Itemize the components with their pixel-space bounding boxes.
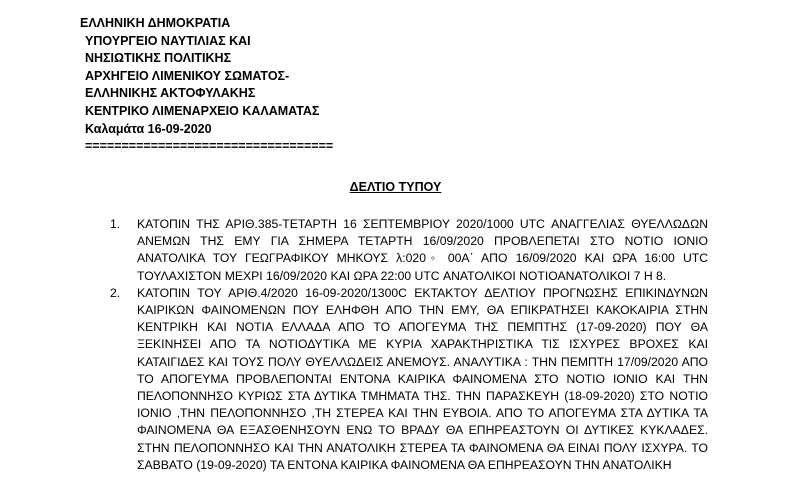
press-release-list — [110, 216, 708, 474]
header-line-ministry-cont: ΝΗΣΙΩΤΙΚΗΣ ΠΟΛΙΤΙΚΗΣ — [85, 51, 232, 66]
list-item — [110, 285, 708, 474]
header-line-country: ΕΛΛΗΝΙΚΗ ΔΗΜΟΚΡΑΤΙΑ — [80, 16, 231, 30]
header-line-ministry: ΥΠΟΥΡΓΕΙΟ ΝΑΥΤΙΛΙΑΣ ΚΑΙ — [85, 33, 251, 48]
document-header — [80, 15, 333, 156]
list-item — [110, 216, 708, 285]
list-item-number: 1. — [110, 217, 121, 231]
document-title: ΔΕΛΤΙΟ ΤΥΠΟΥ — [349, 180, 442, 194]
header-line-coast-guard: ΑΡΧΗΓΕΙΟ ΛΙΜΕΝΙΚΟΥ ΣΩΜΑΤΟΣ- — [85, 68, 290, 83]
header-separator: ================================== — [85, 139, 334, 154]
header-line-port-authority: ΚΕΝΤΡΙΚΟ ΛΙΜΕΝΑΡΧΕΙΟ ΚΑΛΑΜΑΤΑΣ — [85, 103, 320, 118]
header-line-coast-guard-cont: ΕΛΛΗΝΙΚΗΣ ΑΚΤΟΦΥΛΑΚΗΣ — [85, 86, 256, 101]
list-item-text: ΚΑΤΟΠΙΝ ΤΗΣ ΑΡΙΘ.385-ΤΕΤΑΡΤΗ 16 ΣΕΠΤΕΜΒΡΙΟΥ 2020/1000 UTC ΑΝΑΓΓΕΛΙΑΣ ΘΥΕΛΛΩΔΩΝ ΑΝΕΜΩΝ ΤΗΣ ΕΜΥ ΓΙΑ ΣΗΜΕΡΑ ΤΕΤΑΡΤΗ 16/09/2020 ΠΡΟΒΛΕΠΕΤΑΙ ΣΤΟ ΝΟΤΙΟ ΙΟΝΙΟ ΑΝΑΤΟΛΙΚΑ ΤΟΥ ΓΕΩΓΡΑΦΙΚΟΥ ΜΗΚΟΥΣ λ:020◦ 00Α΄ ΑΠΟ 16/09/2020 ΚΑΙ ΩΡΑ 16:00 UTC ΤΟΥΛΑΧΙΣΤΟΝ ΜΕΧΡΙ 16/09/2020 ΚΑΙ ΩΡΑ 22:00 UTC ΑΝΑΤΟΛΙΚΟΙ ΝΟΤΙΟΑΝΑΤΟΛΙΚΟΙ 7 Η 8. — [137, 217, 708, 283]
list-item-text: ΚΑΤΟΠΙΝ ΤΟΥ ΑΡΙΘ.4/2020 16-09-2020/1300C ΕΚΤΑΚΤΟΥ ΔΕΛΤΙΟΥ ΠΡΟΓΝΩΣΗΣ ΕΠΙΚΙΝΔΥΝΩΝ ΚΑΙΡΙΚΩΝ ΦΑΙΝΟΜΕΝΩΝ ΠΟΥ ΕΛΗΦΘΗ ΑΠΟ ΤΗΝ ΕΜΥ, ΘΑ ΕΠΙΚΡΑΤΗΣΕΙ ΚΑΚΟΚΑΙΡΙΑ ΣΤΗΝ ΚΕΝΤΡΙΚΗ ΚΑΙ ΝΟΤΙΑ ΕΛΛΑΔΑ ΑΠΟ ΤΟ ΑΠΟΓΕΥΜΑ ΤΗΣ ΠΕΜΠΤΗΣ (17-09-2020) ΠΟΥ ΘΑ ΞΕΚΙΝΗΣΕΙ ΑΠΟ ΤΑ ΝΟΤΙΟΔΥΤΙΚΑ ΜΕ ΚΥΡΙΑ ΧΑΡΑΚΤΗΡΙΣΤΙΚΑ ΤΙΣ ΙΣΧΥΡΕΣ ΒΡΟΧΕΣ ΚΑΙ ΚΑΤΑΙΓΙΔΕΣ ΚΑΙ ΤΟΥΣ ΠΟΛΥ ΘΥΕΛΛΩΔΕΙΣ ΑΝΕΜΟΥΣ. ΑΝΑΛΥΤΙΚΑ : ΤΗΝ ΠΕΜΠΤΗ 17/09/2020 ΑΠΟ ΤΟ ΑΠΟΓΕΥΜΑ ΠΡΟΒΛΕΠΟΝΤΑΙ ΕΝΤΟΝΑ ΚΑΙΡΙΚΑ ΦΑΙΝΟΜΕΝΑ ΣΤΟ ΝΟΤΙΟ ΙΟΝΙΟ ΚΑΙ ΤΗΝ ΠΕΛΟΠΟΝΝΗΣΟ ΚΥΡΙΩΣ ΣΤΑ ΔΥΤΙΚΑ ΤΜΗΜΑΤΑ ΤΗΣ. ΤΗΝ ΠΑΡΑΣΚΕΥΗ (18-09-2020) ΣΤΟ ΝΟΤΙΟ ΙΟΝΙΟ ,ΤΗΝ ΠΕΛΟΠΟΝΝΗΣΟ ,ΤΗ ΣΤΕΡΕΑ ΚΑΙ ΤΗΝ ΕΥΒΟΙΑ. ΑΠΟ ΤΟ ΑΠΟΓΕΥΜΑ ΣΤΑ ΔΥΤΙΚΑ ΤΑ ΦΑΙΝΟΜΕΝΑ ΘΑ ΕΞΑΣΘΕΝΗΣΟΥΝ ΕΝΩ ΤΟ ΒΡΑΔΥ ΘΑ ΕΠΗΡΕΑΣΤΟΥΝ ΟΙ ΔΥΤΙΚΕΣ ΚΥΚΛΑΔΕΣ. ΣΤΗΝ ΠΕΛΟΠΟΝΝΗΣΟ ΚΑΙ ΤΗΝ ΑΝΑΤΟΛΙΚΗ ΣΤΕΡΕΑ ΤΑ ΦΑΙΝΟΜΕΝΑ ΘΑ ΕΙΝΑΙ ΠΟΛΥ ΙΣΧΥΡΑ. ΤΟ ΣΑΒΒΑΤΟ (19-09-2020) ΤΑ ΕΝΤΟΝΑ ΚΑΙΡΙΚΑ ΦΑΙΝΟΜΕΝΑ ΘΑ ΕΠΗΡΕΑΣΟΥΝ ΤΗΝ ΑΝΑΤΟΛΙΚΗ — [137, 285, 708, 472]
list-item-number: 2. — [110, 285, 121, 300]
header-line-date: Καλαμάτα 16-09-2020 — [85, 121, 212, 136]
